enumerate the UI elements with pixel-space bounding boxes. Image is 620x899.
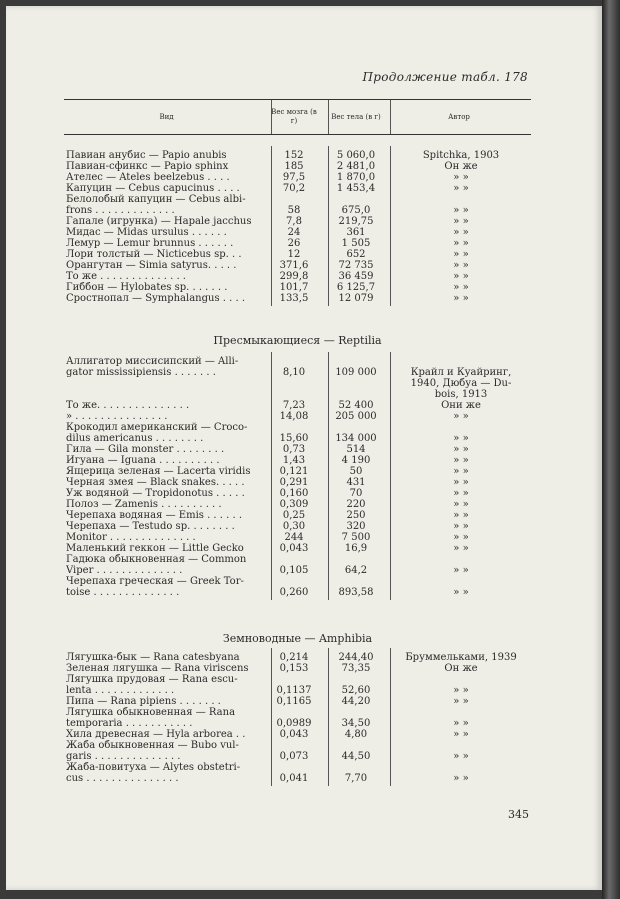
brain-weight-cell: 0,0989	[276, 718, 312, 729]
author-cell: » »	[453, 411, 469, 422]
body-weight-cell: 44,50	[341, 751, 371, 762]
author-cell: » »	[453, 510, 469, 521]
body-weight-cell: 6 125,7	[336, 282, 376, 293]
species-cell: Орангутан — Simia satyrus. . . . .	[66, 260, 237, 271]
table-row	[0, 532, 620, 543]
table-row	[0, 707, 620, 718]
table-row	[0, 150, 620, 161]
body-weight-cell: 70	[349, 488, 363, 499]
author-cell: Они же	[441, 400, 481, 411]
table-header	[64, 100, 531, 134]
column-divider	[328, 146, 329, 306]
author-cell: Крайл и Куайринг,	[410, 367, 512, 378]
table-row	[0, 161, 620, 172]
brain-weight-cell: 0,73	[282, 444, 306, 455]
author-cell: » »	[453, 718, 469, 729]
species-cell: Хила древесная — Hyla arborea . .	[66, 729, 246, 740]
species-cell: Мидас — Midas ursulus . . . . . .	[66, 227, 227, 238]
species-cell: Жаба-повитуха — Alytes obstetri-	[66, 762, 241, 773]
column-divider	[390, 648, 391, 786]
body-weight-cell: 244,40	[338, 652, 374, 663]
table-row	[0, 260, 620, 271]
header-brain-weight: Вес мозга (в г)	[271, 108, 317, 125]
brain-weight-cell: 0,043	[279, 729, 309, 740]
brain-weight-cell: 0,25	[282, 510, 306, 521]
species-cell: Черепаха греческая — Greek Tor-	[66, 576, 244, 587]
table-row	[0, 740, 620, 751]
table-row	[0, 411, 620, 422]
column-divider	[271, 100, 272, 134]
species-cell: » . . . . . . . . . . . . . . .	[66, 411, 168, 422]
brain-weight-cell: 58	[287, 205, 301, 216]
species-cell: То же . . . . . . . . . . . . . .	[66, 271, 186, 282]
author-cell: Он же	[444, 663, 478, 674]
species-cell: Ателес — Ateles beelzebus . . . .	[66, 172, 230, 183]
table-row	[0, 762, 620, 773]
table-row	[0, 205, 620, 216]
table-row	[0, 400, 620, 411]
header-species: Вид	[159, 112, 174, 121]
brain-weight-cell: 0,30	[282, 521, 306, 532]
column-divider	[271, 648, 272, 786]
table-row	[0, 499, 620, 510]
column-divider	[271, 352, 272, 600]
author-cell: » »	[453, 466, 469, 477]
species-cell: Белолобый капуцин — Cebus albi-	[66, 194, 246, 205]
table-row	[0, 271, 620, 282]
column-divider	[271, 146, 272, 306]
species-cell: Сростнопал — Symphalangus . . . .	[66, 293, 246, 304]
species-cell: Черепаха водяная — Emis . . . . . .	[66, 510, 243, 521]
brain-weight-cell: 0,160	[279, 488, 309, 499]
brain-weight-cell: 0,041	[279, 773, 309, 784]
brain-weight-cell: 152	[284, 150, 304, 161]
brain-weight-cell: 0,153	[279, 663, 309, 674]
column-divider	[390, 352, 391, 600]
column-divider	[390, 100, 391, 134]
brain-weight-cell: 0,121	[279, 466, 309, 477]
author-cell: » »	[453, 455, 469, 466]
table-row	[0, 674, 620, 685]
table-row	[0, 543, 620, 554]
body-weight-cell: 16,9	[344, 543, 368, 554]
species-cell: Полоз — Zamenis . . . . . . . . . .	[66, 499, 222, 510]
author-cell: Он же	[444, 161, 478, 172]
species-cell: Гапале (игрунка) — Hapale jacchus	[66, 216, 252, 227]
species-cell: cus . . . . . . . . . . . . . . .	[66, 773, 179, 784]
author-cell: » »	[453, 543, 469, 554]
body-weight-cell: 2 481,0	[336, 161, 376, 172]
brain-weight-cell: 244	[284, 532, 304, 543]
table-row	[0, 227, 620, 238]
table-row	[0, 718, 620, 729]
brain-weight-cell: 0,1137	[276, 685, 312, 696]
author-cell: » »	[453, 293, 469, 304]
body-weight-cell: 52 400	[338, 400, 374, 411]
column-divider	[328, 352, 329, 600]
species-cell: Гила — Gila monster . . . . . . . .	[66, 444, 225, 455]
author-cell: » »	[453, 216, 469, 227]
author-cell: » »	[453, 729, 469, 740]
body-weight-cell: 1 870,0	[336, 172, 376, 183]
body-weight-cell: 250	[346, 510, 366, 521]
species-cell: Черепаха — Testudo sp. . . . . . . .	[66, 521, 235, 532]
table-row	[0, 367, 620, 378]
table-row	[0, 521, 620, 532]
brain-weight-cell: 0,214	[279, 652, 309, 663]
brain-weight-cell: 26	[287, 238, 301, 249]
body-weight-cell: 1 505	[341, 238, 371, 249]
section-title: Пресмыкающиеся — Reptilia	[213, 334, 382, 347]
body-weight-cell: 12 079	[338, 293, 374, 304]
species-cell: Маленький геккон — Little Gecko	[66, 543, 244, 554]
table-header-rule	[64, 134, 531, 135]
author-cell: bois, 1913	[434, 389, 488, 400]
brain-weight-cell: 0,309	[279, 499, 309, 510]
species-cell: Павиан анубис — Papio anubis	[66, 150, 227, 161]
brain-weight-cell: 0,291	[279, 477, 309, 488]
section-title: Земноводные — Amphibia	[222, 632, 373, 645]
author-cell: » »	[453, 282, 469, 293]
species-cell: temporaria . . . . . . . . . . .	[66, 718, 193, 729]
author-cell: » »	[453, 444, 469, 455]
body-weight-cell: 4 190	[341, 455, 371, 466]
table-row	[0, 510, 620, 521]
header-author: Автор	[448, 112, 470, 121]
table-row	[0, 356, 620, 367]
table-row	[0, 751, 620, 762]
body-weight-cell: 134 000	[335, 433, 377, 444]
brain-weight-cell: 101,7	[279, 282, 309, 293]
brain-weight-cell: 97,5	[282, 172, 306, 183]
table-row	[0, 444, 620, 455]
brain-weight-cell: 371,6	[279, 260, 309, 271]
table-row	[0, 293, 620, 304]
species-cell: Зеленая лягушка — Rana viriscens	[66, 663, 249, 674]
table-row	[0, 663, 620, 674]
body-weight-cell: 893,58	[338, 587, 374, 598]
brain-weight-cell: 299,8	[279, 271, 309, 282]
brain-weight-cell: 0,043	[279, 543, 309, 554]
author-cell: » »	[453, 477, 469, 488]
species-cell: frons . . . . . . . . . . . . .	[66, 205, 175, 216]
brain-weight-cell: 0,1165	[276, 696, 312, 707]
species-cell: dilus americanus . . . . . . . .	[66, 433, 204, 444]
body-weight-cell: 361	[346, 227, 366, 238]
table-row	[0, 422, 620, 433]
brain-weight-cell: 70,2	[282, 183, 306, 194]
body-weight-cell: 1 453,4	[336, 183, 376, 194]
author-cell: » »	[453, 521, 469, 532]
species-cell: Игуана — Iguana . . . . . . . . . .	[66, 455, 220, 466]
author-cell: » »	[453, 696, 469, 707]
table-row	[0, 194, 620, 205]
table-row	[0, 455, 620, 466]
table-row	[0, 488, 620, 499]
body-weight-cell: 72 735	[338, 260, 374, 271]
table-row	[0, 477, 620, 488]
table-row	[0, 554, 620, 565]
body-weight-cell: 52,60	[341, 685, 371, 696]
author-cell: » »	[453, 238, 469, 249]
body-weight-cell: 7 500	[341, 532, 371, 543]
author-cell: Spitchka, 1903	[422, 150, 500, 161]
body-weight-cell: 205 000	[335, 411, 377, 422]
brain-weight-cell: 14,08	[279, 411, 309, 422]
body-weight-cell: 50	[349, 466, 363, 477]
species-cell: toise . . . . . . . . . . . . . .	[66, 587, 180, 598]
species-cell: Пипа — Rana pipiens . . . . . . .	[66, 696, 221, 707]
body-weight-cell: 514	[346, 444, 366, 455]
species-cell: Viper . . . . . . . . . . . . . .	[66, 565, 183, 576]
body-weight-cell: 652	[346, 249, 366, 260]
species-cell: Лори толстый — Nicticebus sp. . .	[66, 249, 242, 260]
species-cell: Черная змея — Black snakes. . . . .	[66, 477, 245, 488]
table-continuation-caption: Продолжение табл. 178	[362, 70, 528, 84]
column-divider	[328, 100, 329, 134]
table-row	[0, 238, 620, 249]
species-cell: lenta . . . . . . . . . . . . .	[66, 685, 175, 696]
table-row	[0, 378, 620, 389]
species-cell: Лягушка прудовая — Rana escu-	[66, 674, 238, 685]
author-cell: 1940, Дюбуа — Du-	[410, 378, 512, 389]
brain-weight-cell: 7,23	[282, 400, 306, 411]
table-row	[0, 466, 620, 477]
species-cell: Крокодил американский — Croco-	[66, 422, 248, 433]
column-divider	[328, 648, 329, 786]
body-weight-cell: 109 000	[335, 367, 377, 378]
body-weight-cell: 44,20	[341, 696, 371, 707]
brain-weight-cell: 24	[287, 227, 301, 238]
species-cell: То же. . . . . . . . . . . . . . .	[66, 400, 190, 411]
author-cell: » »	[453, 499, 469, 510]
brain-weight-cell: 15,60	[279, 433, 309, 444]
author-cell: » »	[453, 565, 469, 576]
brain-weight-cell: 133,5	[279, 293, 309, 304]
body-weight-cell: 4,80	[344, 729, 368, 740]
brain-weight-cell: 8,10	[282, 367, 306, 378]
author-cell: » »	[453, 751, 469, 762]
header-body-weight: Вес тела (в г)	[331, 112, 381, 121]
table-row	[0, 282, 620, 293]
author-cell: » »	[453, 773, 469, 784]
column-divider	[390, 146, 391, 306]
body-weight-cell: 36 459	[338, 271, 374, 282]
body-weight-cell: 219,75	[338, 216, 374, 227]
author-cell: » »	[453, 249, 469, 260]
body-weight-cell: 5 060,0	[336, 150, 376, 161]
species-cell: Павиан-сфинкс — Papio sphinx	[66, 161, 229, 172]
brain-weight-cell: 1,43	[282, 455, 306, 466]
species-cell: garis . . . . . . . . . . . . . .	[66, 751, 181, 762]
body-weight-cell: 675,0	[341, 205, 371, 216]
table-row	[0, 696, 620, 707]
author-cell: » »	[453, 172, 469, 183]
table-row	[0, 565, 620, 576]
table-row	[0, 389, 620, 400]
table-row	[0, 249, 620, 260]
body-weight-cell: 64,2	[344, 565, 368, 576]
author-cell: » »	[453, 433, 469, 444]
author-cell: » »	[453, 271, 469, 282]
table-row	[0, 433, 620, 444]
author-cell: » »	[453, 532, 469, 543]
table-row	[0, 729, 620, 740]
species-cell: Лягушка обыкновенная — Rana	[66, 707, 236, 718]
table-row	[0, 773, 620, 784]
species-cell: Monitor . . . . . . . . . . . . . .	[66, 532, 196, 543]
species-cell: Уж водяной — Tropidonotus . . . . .	[66, 488, 245, 499]
table-row	[0, 576, 620, 587]
brain-weight-cell: 7,8	[286, 216, 302, 227]
species-cell: Ящерица зеленая — Lacerta viridis	[66, 466, 251, 477]
table-row	[0, 652, 620, 663]
species-cell: Капуцин — Cebus capucinus . . . .	[66, 183, 240, 194]
author-cell: » »	[453, 183, 469, 194]
species-cell: Гиббон — Hylobates sp. . . . . . .	[66, 282, 228, 293]
page-number: 345	[508, 808, 529, 821]
table-row	[0, 172, 620, 183]
author-cell: » »	[453, 227, 469, 238]
table-row	[0, 183, 620, 194]
table-row	[0, 685, 620, 696]
body-weight-cell: 320	[346, 521, 366, 532]
species-cell: Лягушка-бык — Rana catesbyana	[66, 652, 240, 663]
brain-weight-cell: 0,073	[279, 751, 309, 762]
body-weight-cell: 7,70	[344, 773, 368, 784]
body-weight-cell: 34,50	[341, 718, 371, 729]
author-cell: » »	[453, 685, 469, 696]
brain-weight-cell: 0,260	[279, 587, 309, 598]
species-cell: Лемур — Lemur brunnus . . . . . .	[66, 238, 234, 249]
author-cell: » »	[453, 205, 469, 216]
author-cell: » »	[453, 260, 469, 271]
body-weight-cell: 73,35	[341, 663, 371, 674]
species-cell: Аллигатор миссисипский — Alli-	[66, 356, 239, 367]
table-row	[0, 216, 620, 227]
brain-weight-cell: 0,105	[279, 565, 309, 576]
brain-weight-cell: 185	[284, 161, 304, 172]
species-cell: Гадюка обыкновенная — Common	[66, 554, 247, 565]
body-weight-cell: 431	[346, 477, 366, 488]
table-row	[0, 587, 620, 598]
body-weight-cell: 220	[346, 499, 366, 510]
brain-weight-cell: 12	[287, 249, 301, 260]
author-cell: » »	[453, 587, 469, 598]
species-cell: gator mississipiensis . . . . . . .	[66, 367, 216, 378]
species-cell: Жаба обыкновенная — Bubo vul-	[66, 740, 239, 751]
author-cell: » »	[453, 488, 469, 499]
author-cell: Бруммельками, 1939	[405, 652, 517, 663]
